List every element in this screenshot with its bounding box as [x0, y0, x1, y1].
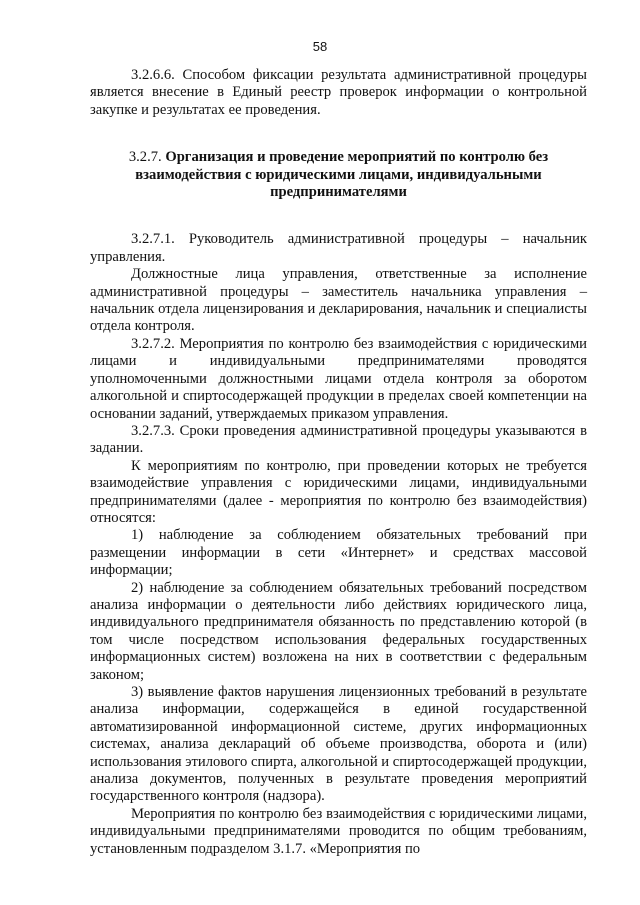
- list-item-3: 3) выявление фактов нарушения лицензионных требований в результате анализа информации, содержащейся в единой государственной автоматизированной информационной системе, других информационных системах, анализа деклараций об объеме производства, оборота и (или) использования этилового спирта, алкогольной и спиртосодержащей продукции, анализа документов, полученных в результате проведения мероприятий государственного контроля (надзора).: [90, 684, 587, 805]
- section-heading-number: 3.2.7.: [128, 149, 162, 166]
- section-heading: [90, 149, 587, 201]
- paragraph-control-activities: К мероприятиям по контролю, при проведении которых не требуется взаимодействие управления с юридическими лицами, индивидуальными предпринимателями (далее - мероприятия по контролю без взаимодействия) относятся:: [90, 457, 587, 526]
- paragraph-officials: Должностные лица управления, ответственные за исполнение административной процедуры – заместитель начальника управления – начальник отдела лицензирования и декларирования, начальник и специалисты отдела контроля.: [90, 266, 587, 335]
- paragraph-3-2-7-3: 3.2.7.3. Сроки проведения административной процедуры указываются в задании.: [90, 422, 587, 457]
- page-number: 58: [312, 39, 328, 54]
- document-body: [90, 67, 587, 858]
- list-item-2: 2) наблюдение за соблюдением обязательных требований посредством анализа информации о деятельности либо действиях юридического лица, индивидуального предпринимателя обязанность по представлению которой (в том числе посредством использования федеральных государственных информационных систем) возложена на них в соответствии с федеральным законом;: [90, 579, 587, 683]
- paragraph-3-2-7-1: 3.2.7.1. Руководитель административной процедуры – начальник управления.: [90, 231, 587, 265]
- paragraph-3-2-6-6: 3.2.6.6. Способом фиксации результата административной процедуры является внесение в Единый реестр проверок информации о контрольной закупке и результатах ее проведения.: [90, 67, 587, 118]
- paragraph-3-2-7-2: 3.2.7.2. Мероприятия по контролю без взаимодействия с юридическими лицами и индивидуальными предпринимателями проводятся уполномоченными должностными лицами отдела контроля за оборотом алкогольной и спиртосодержащей продукции в пределах своей компетенции на основании заданий, утверждаемых приказом управления.: [90, 335, 587, 422]
- list-item-1: 1) наблюдение за соблюдением обязательных требований при размещении информации в сети «Интернет» и средствах массовой информации;: [90, 527, 587, 579]
- section-heading-title: Организация и проведение мероприятий по контролю без взаимодействия с юридическими лицами, индивидуальными предпринимателями: [135, 149, 549, 201]
- paragraph-general-requirements: Мероприятия по контролю без взаимодействия с юридическими лицами, индивидуальными предпринимателями проводится по общим требованиям, установленным подразделом 3.1.7. «Мероприятия по: [90, 805, 587, 857]
